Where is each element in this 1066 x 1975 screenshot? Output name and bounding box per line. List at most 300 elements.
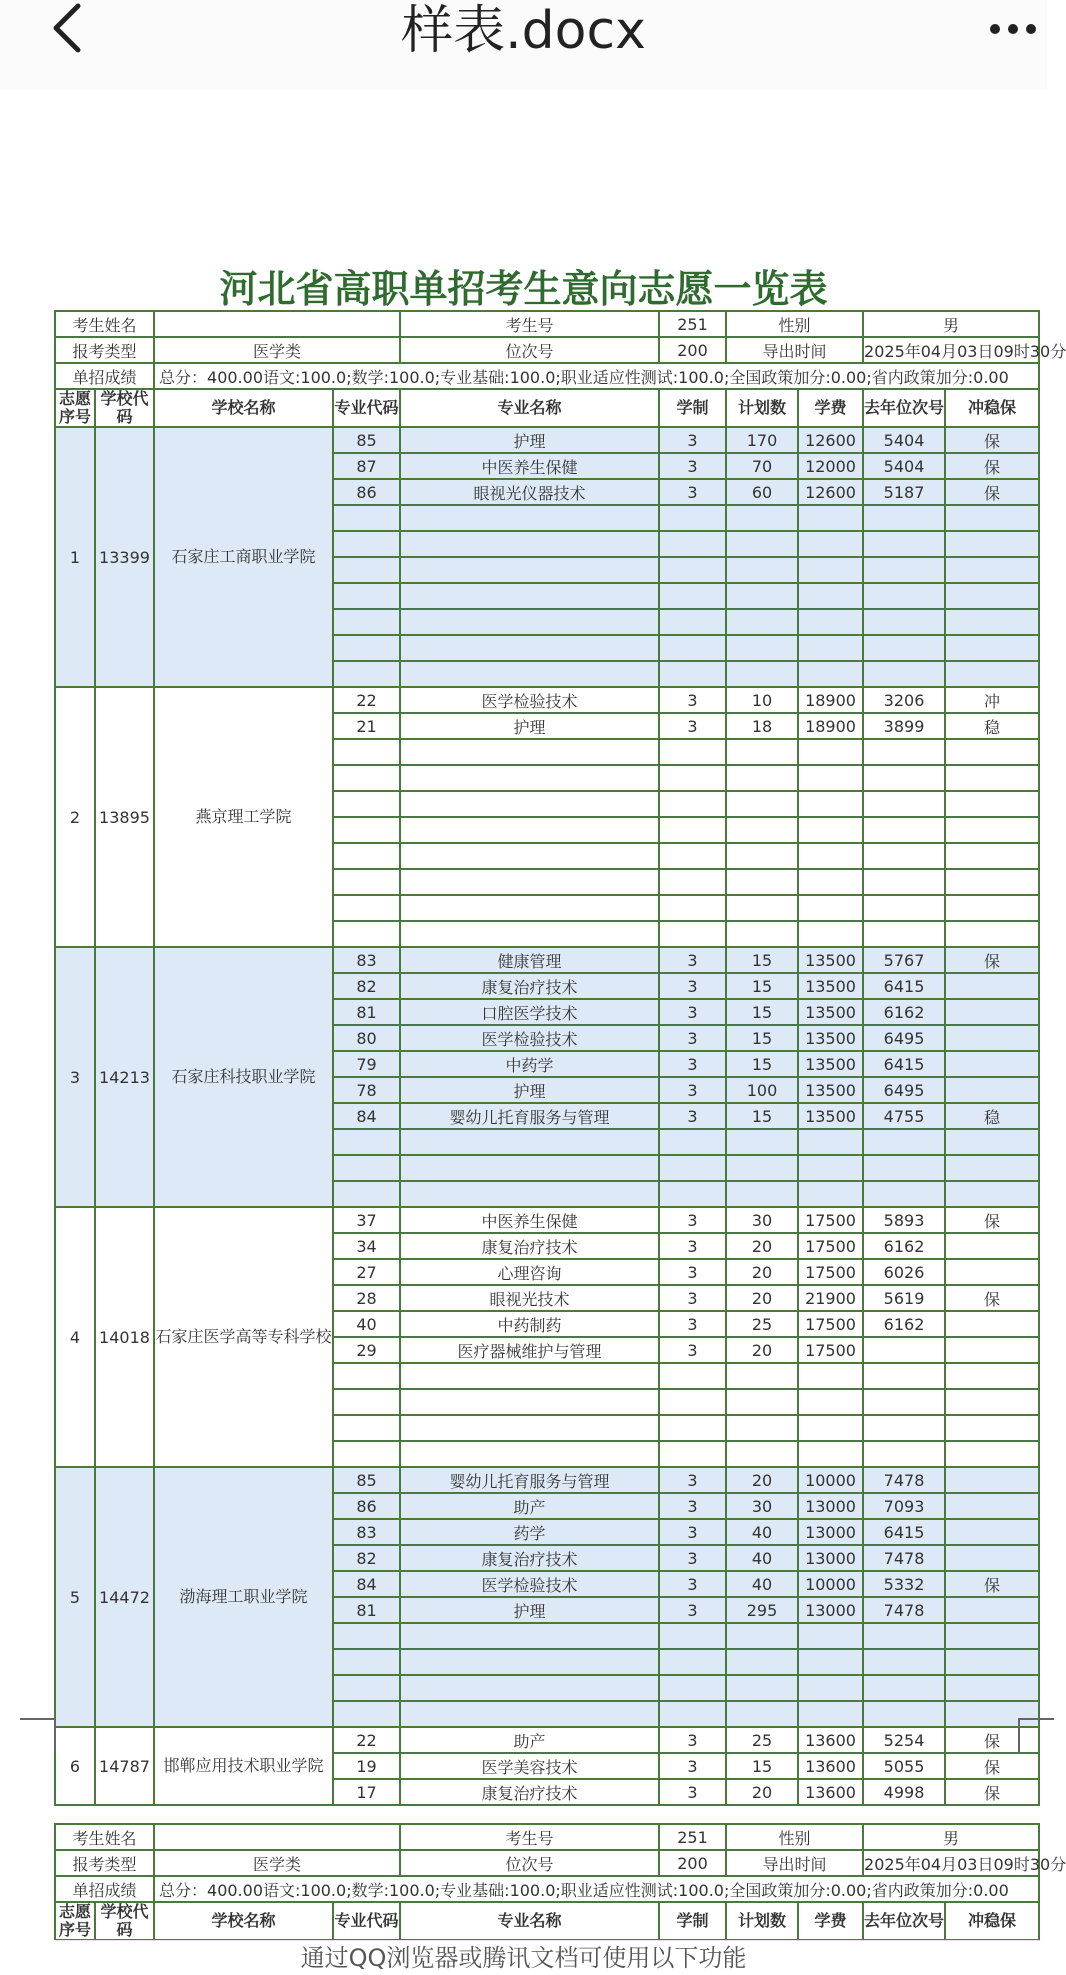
last-year-rank: 6495	[863, 1077, 945, 1103]
major-name: 眼视光仪器技术	[400, 479, 659, 505]
plan-count	[726, 583, 798, 609]
duration	[659, 531, 726, 557]
plan-count: 15	[726, 1025, 798, 1051]
tuition: 13000	[798, 1519, 863, 1545]
table-row	[55, 1467, 1039, 1493]
strategy: 保	[945, 1753, 1039, 1779]
major-code	[333, 1181, 400, 1207]
last-year-rank: 5404	[863, 453, 945, 479]
major-code: 85	[333, 427, 400, 453]
tuition: 10000	[798, 1467, 863, 1493]
strategy	[945, 1467, 1039, 1493]
last-year-rank: 5055	[863, 1753, 945, 1779]
column-header: 去年位次号	[863, 1902, 945, 1940]
tuition	[798, 557, 863, 583]
strategy: 保	[945, 947, 1039, 973]
major-code	[333, 1623, 400, 1649]
last-year-rank: 4998	[863, 1779, 945, 1805]
major-code: 84	[333, 1103, 400, 1129]
strategy	[945, 1675, 1039, 1701]
last-year-rank	[863, 1623, 945, 1649]
volunteer-seq: 4	[55, 1207, 95, 1467]
major-code: 86	[333, 479, 400, 505]
bottom-bar-text[interactable]: 通过QQ浏览器或腾讯文档可使用以下功能	[300, 1944, 747, 1972]
major-code: 82	[333, 1545, 400, 1571]
strategy: 保	[945, 453, 1039, 479]
major-code: 22	[333, 1727, 400, 1753]
plan-count: 20	[726, 1467, 798, 1493]
major-name	[400, 1701, 659, 1727]
plan-count: 15	[726, 1051, 798, 1077]
strategy: 保	[945, 1207, 1039, 1233]
last-year-rank: 3899	[863, 713, 945, 739]
major-name	[400, 1415, 659, 1441]
plan-count	[726, 843, 798, 869]
major-name: 护理	[400, 713, 659, 739]
duration: 3	[659, 1597, 726, 1623]
last-year-rank	[863, 1441, 945, 1467]
plan-count: 70	[726, 453, 798, 479]
duration	[659, 765, 726, 791]
major-name: 护理	[400, 1597, 659, 1623]
major-code	[333, 1701, 400, 1727]
major-name: 医学检验技术	[400, 687, 659, 713]
plan-count: 18	[726, 713, 798, 739]
major-code	[333, 765, 400, 791]
strategy	[945, 1155, 1039, 1181]
strategy: 保	[945, 427, 1039, 453]
table-row	[55, 1727, 1039, 1753]
column-header: 学校名称	[154, 1902, 333, 1940]
tuition	[798, 505, 863, 531]
last-year-rank	[863, 869, 945, 895]
strategy	[945, 1077, 1039, 1103]
plan-count	[726, 661, 798, 687]
duration: 3	[659, 1025, 726, 1051]
tuition: 17500	[798, 1259, 863, 1285]
label-export-time: 导出时间	[726, 1850, 863, 1876]
major-name: 助产	[400, 1727, 659, 1753]
tuition	[798, 1181, 863, 1207]
page-corner-mark	[1018, 1718, 1054, 1754]
major-name: 婴幼儿托育服务与管理	[400, 1467, 659, 1493]
major-code	[333, 843, 400, 869]
duration: 3	[659, 479, 726, 505]
column-header: 专业代码	[333, 1902, 400, 1940]
column-header: 学校代码	[95, 1902, 154, 1940]
strategy	[945, 739, 1039, 765]
duration: 3	[659, 453, 726, 479]
school-name: 石家庄医学高等专科学校	[154, 1207, 333, 1467]
plan-count	[726, 609, 798, 635]
column-header: 专业代码	[333, 389, 400, 427]
duration	[659, 1415, 726, 1441]
duration	[659, 791, 726, 817]
school-code: 14472	[95, 1467, 154, 1727]
tuition	[798, 1155, 863, 1181]
duration: 3	[659, 1077, 726, 1103]
document-title: 样表.docx	[401, 1, 646, 61]
last-year-rank: 6026	[863, 1259, 945, 1285]
strategy	[945, 1363, 1039, 1389]
last-year-rank: 6415	[863, 1051, 945, 1077]
duration: 3	[659, 1103, 726, 1129]
major-name	[400, 1155, 659, 1181]
strategy	[945, 1441, 1039, 1467]
plan-count: 15	[726, 1103, 798, 1129]
last-year-rank: 5619	[863, 1285, 945, 1311]
duration	[659, 1363, 726, 1389]
school-code: 14213	[95, 947, 154, 1207]
strategy	[945, 1623, 1039, 1649]
plan-count: 40	[726, 1545, 798, 1571]
column-header: 学校名称	[154, 389, 333, 427]
tuition: 17500	[798, 1311, 863, 1337]
major-name: 中药制药	[400, 1311, 659, 1337]
tuition: 13600	[798, 1727, 863, 1753]
plan-count	[726, 921, 798, 947]
plan-count: 60	[726, 479, 798, 505]
plan-count	[726, 505, 798, 531]
duration	[659, 661, 726, 687]
value-score: 总分：400.00语文:100.0;数学:100.0;专业基础:100.0;职业适应性测试:100.0;全国政策加分:0.00;省内政策加分:0.00	[154, 363, 1039, 389]
major-name	[400, 1441, 659, 1467]
table-row	[55, 427, 1039, 453]
last-year-rank: 5254	[863, 1727, 945, 1753]
last-year-rank: 5187	[863, 479, 945, 505]
value-gender: 男	[863, 311, 1039, 337]
major-name: 医学检验技术	[400, 1571, 659, 1597]
tuition: 13600	[798, 1753, 863, 1779]
duration: 3	[659, 999, 726, 1025]
tuition: 17500	[798, 1337, 863, 1363]
tuition	[798, 583, 863, 609]
strategy	[945, 1129, 1039, 1155]
strategy	[945, 1649, 1039, 1675]
column-header: 志愿序号	[55, 389, 95, 427]
strategy: 稳	[945, 1103, 1039, 1129]
major-code: 81	[333, 1597, 400, 1623]
strategy	[945, 583, 1039, 609]
last-year-rank	[863, 1701, 945, 1727]
major-name	[400, 531, 659, 557]
plan-count: 25	[726, 1311, 798, 1337]
major-code	[333, 557, 400, 583]
column-header: 冲稳保	[945, 1902, 1039, 1940]
tuition: 17500	[798, 1233, 863, 1259]
last-year-rank	[863, 661, 945, 687]
plan-count: 20	[726, 1259, 798, 1285]
tuition	[798, 531, 863, 557]
major-name	[400, 1649, 659, 1675]
tuition: 12000	[798, 453, 863, 479]
label-category: 报考类型	[55, 1850, 154, 1876]
major-code: 37	[333, 1207, 400, 1233]
plan-count	[726, 869, 798, 895]
duration	[659, 1649, 726, 1675]
last-year-rank	[863, 531, 945, 557]
last-year-rank	[863, 1181, 945, 1207]
plan-count: 15	[726, 947, 798, 973]
major-name: 口腔医学技术	[400, 999, 659, 1025]
major-name: 健康管理	[400, 947, 659, 973]
tuition	[798, 869, 863, 895]
label-category: 报考类型	[55, 337, 154, 363]
tuition: 13600	[798, 1779, 863, 1805]
major-name	[400, 1675, 659, 1701]
duration	[659, 869, 726, 895]
tuition	[798, 895, 863, 921]
plan-count	[726, 1701, 798, 1727]
last-year-rank	[863, 583, 945, 609]
major-name: 医疗器械维护与管理	[400, 1337, 659, 1363]
major-code	[333, 739, 400, 765]
table-title: 河北省高职单招考生意向志愿一览表	[219, 267, 828, 311]
last-year-rank	[863, 609, 945, 635]
major-name	[400, 765, 659, 791]
major-code: 17	[333, 1779, 400, 1805]
strategy	[945, 1415, 1039, 1441]
tuition: 10000	[798, 1571, 863, 1597]
more-dots-icon	[987, 14, 1047, 44]
major-name	[400, 635, 659, 661]
duration	[659, 1675, 726, 1701]
strategy: 保	[945, 1285, 1039, 1311]
major-code	[333, 635, 400, 661]
plan-count	[726, 557, 798, 583]
strategy	[945, 1519, 1039, 1545]
duration	[659, 583, 726, 609]
duration: 3	[659, 1311, 726, 1337]
last-year-rank: 6162	[863, 1233, 945, 1259]
major-code	[333, 869, 400, 895]
tuition: 12600	[798, 479, 863, 505]
plan-count	[726, 1389, 798, 1415]
major-name	[400, 843, 659, 869]
major-name: 眼视光技术	[400, 1285, 659, 1311]
plan-count: 20	[726, 1337, 798, 1363]
major-code: 82	[333, 973, 400, 999]
tuition: 17500	[798, 1207, 863, 1233]
tuition	[798, 921, 863, 947]
value-export-time: 2025年04月03日09时30分	[863, 337, 1039, 363]
strategy	[945, 973, 1039, 999]
major-name	[400, 609, 659, 635]
table-row	[55, 687, 1039, 713]
label-export-time: 导出时间	[726, 337, 863, 363]
major-code: 87	[333, 453, 400, 479]
major-code: 83	[333, 1519, 400, 1545]
strategy	[945, 609, 1039, 635]
major-name: 助产	[400, 1493, 659, 1519]
plan-count	[726, 765, 798, 791]
plan-count	[726, 531, 798, 557]
tuition	[798, 661, 863, 687]
major-code	[333, 1441, 400, 1467]
label-rank: 位次号	[400, 1850, 659, 1876]
volunteer-seq: 3	[55, 947, 95, 1207]
major-name: 康复治疗技术	[400, 973, 659, 999]
label-name: 考生姓名	[55, 1824, 154, 1850]
last-year-rank	[863, 1415, 945, 1441]
major-code	[333, 505, 400, 531]
major-code: 86	[333, 1493, 400, 1519]
duration: 3	[659, 1571, 726, 1597]
plan-count: 15	[726, 1753, 798, 1779]
major-code	[333, 791, 400, 817]
last-year-rank	[863, 921, 945, 947]
plan-count: 40	[726, 1571, 798, 1597]
column-header: 志愿序号	[55, 1902, 95, 1940]
major-code: 22	[333, 687, 400, 713]
major-code: 27	[333, 1259, 400, 1285]
page-corner-mark	[20, 1718, 56, 1754]
plan-count	[726, 739, 798, 765]
major-name	[400, 1129, 659, 1155]
tuition	[798, 1415, 863, 1441]
strategy	[945, 895, 1039, 921]
plan-count: 10	[726, 687, 798, 713]
tuition	[798, 609, 863, 635]
plan-count: 295	[726, 1597, 798, 1623]
plan-count	[726, 1675, 798, 1701]
table-row	[55, 947, 1039, 973]
label-exam-no: 考生号	[400, 311, 659, 337]
major-name: 药学	[400, 1519, 659, 1545]
back-chevron-icon	[48, 0, 88, 62]
duration: 3	[659, 1727, 726, 1753]
plan-count	[726, 1155, 798, 1181]
plan-count: 30	[726, 1207, 798, 1233]
major-code: 21	[333, 713, 400, 739]
duration: 3	[659, 1779, 726, 1805]
more-button[interactable]	[987, 14, 1047, 44]
strategy: 保	[945, 1779, 1039, 1805]
label-name: 考生姓名	[55, 311, 154, 337]
strategy: 保	[945, 1727, 1039, 1753]
label-score: 单招成绩	[55, 363, 154, 389]
value-gender: 男	[863, 1824, 1039, 1850]
value-name	[154, 1824, 400, 1850]
volunteer-seq: 5	[55, 1467, 95, 1727]
strategy	[945, 635, 1039, 661]
last-year-rank	[863, 1155, 945, 1181]
plan-count: 170	[726, 427, 798, 453]
strategy	[945, 1181, 1039, 1207]
major-code: 79	[333, 1051, 400, 1077]
school-name: 石家庄工商职业学院	[154, 427, 333, 687]
last-year-rank	[863, 765, 945, 791]
column-header: 计划数	[726, 389, 798, 427]
table-row	[55, 1207, 1039, 1233]
major-name: 康复治疗技术	[400, 1233, 659, 1259]
duration: 3	[659, 1493, 726, 1519]
strategy	[945, 921, 1039, 947]
value-rank: 200	[659, 1850, 726, 1876]
last-year-rank	[863, 817, 945, 843]
major-name: 康复治疗技术	[400, 1545, 659, 1571]
last-year-rank: 4755	[863, 1103, 945, 1129]
strategy	[945, 843, 1039, 869]
strategy	[945, 531, 1039, 557]
duration: 3	[659, 1233, 726, 1259]
duration: 3	[659, 973, 726, 999]
duration	[659, 1701, 726, 1727]
duration: 3	[659, 1753, 726, 1779]
school-name: 邯郸应用技术职业学院	[154, 1727, 333, 1805]
school-name: 燕京理工学院	[154, 687, 333, 947]
volunteer-table	[54, 310, 1066, 1806]
strategy	[945, 765, 1039, 791]
major-code	[333, 583, 400, 609]
plan-count	[726, 1181, 798, 1207]
last-year-rank: 7478	[863, 1597, 945, 1623]
duration	[659, 635, 726, 661]
plan-count: 25	[726, 1727, 798, 1753]
column-header: 冲稳保	[945, 389, 1039, 427]
strategy	[945, 1389, 1039, 1415]
plan-count: 30	[726, 1493, 798, 1519]
tuition: 13500	[798, 1025, 863, 1051]
school-code: 14018	[95, 1207, 154, 1467]
label-gender: 性别	[726, 311, 863, 337]
plan-count	[726, 635, 798, 661]
plan-count: 15	[726, 973, 798, 999]
plan-count	[726, 895, 798, 921]
label-rank: 位次号	[400, 337, 659, 363]
major-code: 19	[333, 1753, 400, 1779]
major-name: 心理咨询	[400, 1259, 659, 1285]
last-year-rank	[863, 1649, 945, 1675]
school-code: 13895	[95, 687, 154, 947]
major-code	[333, 1389, 400, 1415]
strategy	[945, 999, 1039, 1025]
major-code: 81	[333, 999, 400, 1025]
major-name	[400, 791, 659, 817]
major-code	[333, 609, 400, 635]
duration	[659, 557, 726, 583]
duration: 3	[659, 947, 726, 973]
duration: 3	[659, 1051, 726, 1077]
last-year-rank	[863, 1363, 945, 1389]
major-code	[333, 531, 400, 557]
back-button[interactable]	[48, 0, 108, 62]
duration: 3	[659, 1207, 726, 1233]
plan-count	[726, 1649, 798, 1675]
major-name	[400, 583, 659, 609]
duration: 3	[659, 1337, 726, 1363]
major-name: 中医养生保健	[400, 453, 659, 479]
strategy: 冲	[945, 687, 1039, 713]
major-name	[400, 1363, 659, 1389]
last-year-rank: 5893	[863, 1207, 945, 1233]
value-score: 总分：400.00语文:100.0;数学:100.0;专业基础:100.0;职业适应性测试:100.0;全国政策加分:0.00;省内政策加分:0.00	[154, 1876, 1039, 1902]
last-year-rank: 6415	[863, 1519, 945, 1545]
value-export-time: 2025年04月03日09时30分	[863, 1850, 1039, 1876]
major-code: 40	[333, 1311, 400, 1337]
major-name	[400, 661, 659, 687]
tuition: 13500	[798, 947, 863, 973]
last-year-rank	[863, 1389, 945, 1415]
strategy	[945, 1597, 1039, 1623]
label-gender: 性别	[726, 1824, 863, 1850]
duration	[659, 817, 726, 843]
major-code: 83	[333, 947, 400, 973]
tuition: 13000	[798, 1597, 863, 1623]
major-name	[400, 817, 659, 843]
strategy	[945, 1025, 1039, 1051]
tuition: 13500	[798, 1103, 863, 1129]
